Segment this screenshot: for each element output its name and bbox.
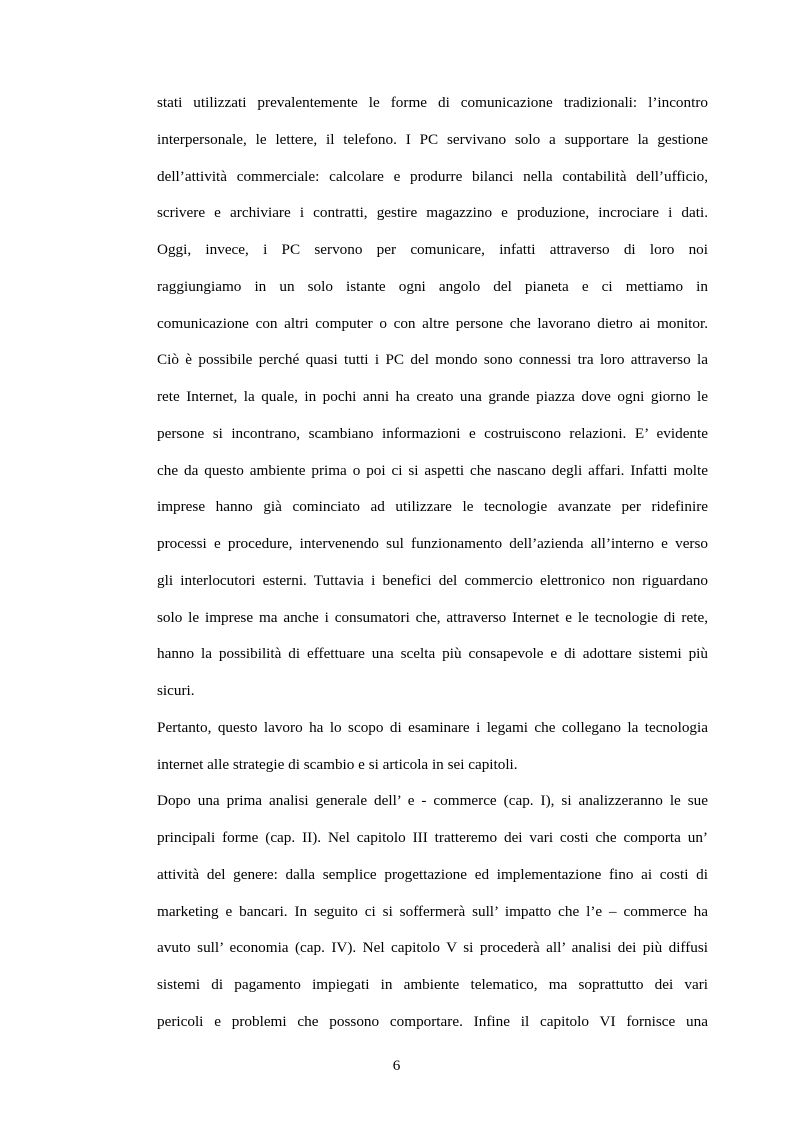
text-line: avuto sull’ economia (cap. IV). Nel capitolo V si procederà all’ analisi dei più diffusi [157, 939, 708, 957]
body-text [157, 88, 708, 1044]
text-line: attività del genere: dalla semplice progettazione ed implementazione fino ai costi di [157, 865, 708, 883]
text-line: stati utilizzati prevalentemente le forme di comunicazione tradizionali: l’incontro [157, 94, 708, 111]
text-line: che da questo ambiente prima o poi ci si aspetti che nascano degli affari. Infatti molte [157, 461, 708, 479]
page-number: 6 [392, 1057, 401, 1074]
text-line: persone si incontrano, scambiano informazioni e costruiscono relazioni. E’ evidente [157, 424, 708, 442]
text-line: internet alle strategie di scambio e si articola in sei capitoli. [157, 755, 518, 773]
text-line: pericoli e problemi che possono comportare. Infine il capitolo VI fornisce una [157, 1012, 708, 1030]
text-line: Dopo una prima analisi generale dell’ e - commerce (cap. I), si analizzeranno le sue [157, 792, 708, 810]
text-line: scrivere e archiviare i contratti, gestire magazzino e produzione, incrociare i dati. [157, 204, 708, 222]
text-line: sicuri. [157, 682, 195, 699]
text-line: interpersonale, le lettere, il telefono. I PC servivano solo a supportare la gestione [157, 130, 708, 148]
text-line: processi e procedure, intervenendo sul funzionamento dell’azienda all’interno e verso [157, 535, 708, 552]
text-line: Pertanto, questo lavoro ha lo scopo di esaminare i legami che collegano la tecnologia [157, 718, 708, 736]
text-line: raggiungiamo in un solo istante ogni angolo del pianeta e ci mettiamo in [157, 277, 708, 295]
text-line: marketing e bancari. In seguito ci si soffermerà sull’ impatto che l’e – commerce ha [157, 902, 708, 920]
text-line: hanno la possibilità di effettuare una scelta più consapevole e di adottare sistemi più [157, 645, 708, 663]
text-line: principali forme (cap. II). Nel capitolo III tratteremo dei vari costi che comporta un’ [157, 829, 708, 846]
text-line: Ciò è possibile perché quasi tutti i PC del mondo sono connessi tra loro attraverso la [157, 351, 708, 369]
text-line: sistemi di pagamento impiegati in ambiente telematico, ma soprattutto dei vari [157, 976, 708, 993]
text-line: rete Internet, la quale, in pochi anni ha creato una grande piazza dove ogni giorno le [157, 388, 708, 405]
text-line: Oggi, invece, i PC servono per comunicare, infatti attraverso di loro noi [157, 241, 708, 258]
text-line: gli interlocutori esterni. Tuttavia i benefici del commercio elettronico non riguardano [157, 571, 708, 589]
text-line: dell’attività commerciale: calcolare e produrre bilanci nella contabilità dell’ufficio, [157, 167, 708, 185]
text-line: comunicazione con altri computer o con altre persone che lavorano dietro ai monitor. [157, 314, 708, 332]
text-line: solo le imprese ma anche i consumatori che, attraverso Internet e le tecnologie di rete, [157, 608, 708, 626]
text-line: imprese hanno già cominciato ad utilizzare le tecnologie avanzate per ridefinire [157, 498, 708, 516]
